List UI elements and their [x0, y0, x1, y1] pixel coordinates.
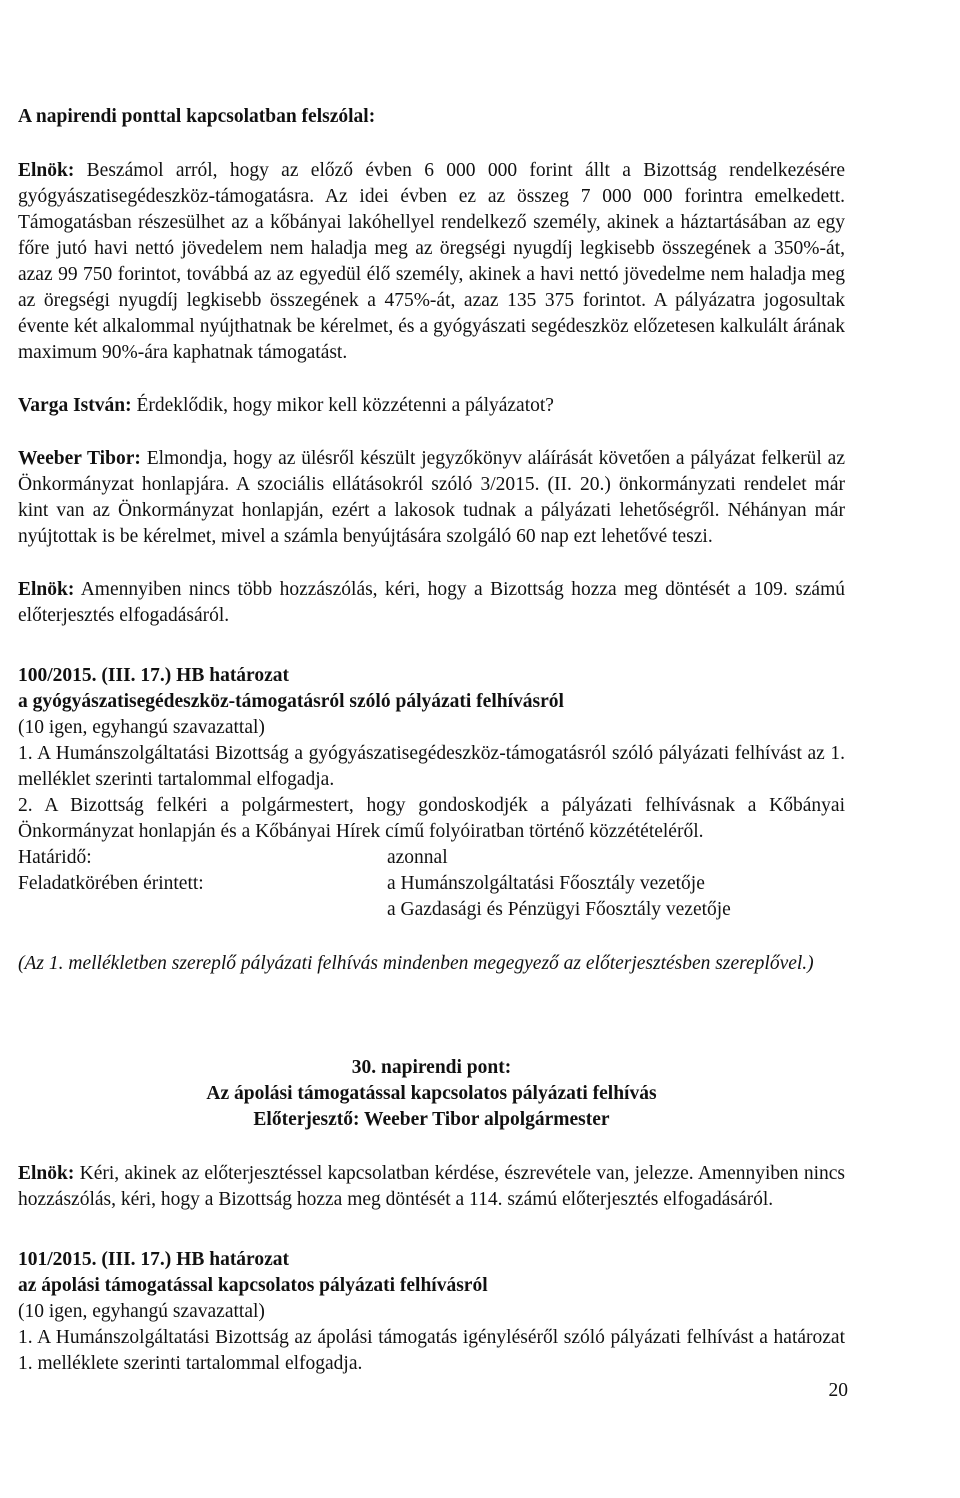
paragraph-text: Érdeklődik, hogy mikor kell közzétenni a pályázatot? — [131, 395, 554, 416]
resolution-title: a gyógyászatisegédeszköz-támogatásról szóló pályázati felhívásról — [18, 691, 564, 712]
agenda-number: 30. napirendi pont: — [351, 1057, 512, 1078]
paragraph-elnok-3 — [18, 1161, 845, 1213]
speaker-label: Elnök: — [18, 1163, 75, 1184]
responsible-row — [18, 871, 845, 897]
paragraph-elnok-1 — [18, 158, 845, 366]
resolution-item-1: 1. A Humánszolgáltatási Bizottság a gyógyászatisegédeszköz-támogatásról szóló pályázati felhívást az 1. melléklet szerinti tartalommal elfogadja. — [18, 743, 845, 790]
speaker-label: Varga István: — [18, 395, 132, 416]
paragraph-text: Elmondja, hogy az ülésről készült jegyzőkönyv aláírását követően a pályázat felkerül az Önkormányzat honlapjára. A szociális ellátásokról szóló 3/2015. (II. 20.) önkormányzati rendelet már kint van az Önkormányzat honlapján, ezért a lakosok tudnak a pályázati lehetőségről. Néhányan már nyújtottak is be kérelmet, mivel a számla benyújtására szolgáló 60 nap ezt lehetővé teszi. — [18, 448, 845, 547]
resolution-101 — [18, 1247, 845, 1377]
responsible-value-1: a Humánszolgáltatási Főosztály vezetője — [387, 873, 705, 894]
responsible-value-2: a Gazdasági és Pénzügyi Főosztály vezetője — [387, 899, 731, 920]
annex-note: (Az 1. mellékletben szereplő pályázati felhívás mindenben megegyező az előterjesztésben szereplővel.) — [18, 953, 814, 974]
paragraph-text: Amennyiben nincs több hozzászólás, kéri, hogy a Bizottság hozza meg döntését a 109. számú előterjesztés elfogadásáról. — [18, 579, 845, 626]
agenda-title: Az ápolási támogatással kapcsolatos pályázati felhívás — [206, 1083, 657, 1104]
speaker-label: Elnök: — [18, 579, 75, 600]
resolution-item-1: 1. A Humánszolgáltatási Bizottság az ápolási támogatás igényléséről szóló pályázati felhívást a határozat 1. melléklete szerinti tartalommal elfogadja. — [18, 1327, 845, 1374]
resolution-item-2: 2. A Bizottság felkéri a polgármestert, hogy gondoskodjék a pályázati felhívásnak a Kőbányai Önkormányzat honlapján és a Kőbányai Hírek című folyóiratban történő közzétételéről. — [18, 795, 845, 842]
paragraph-weeber — [18, 446, 845, 550]
paragraph-text: Kéri, akinek az előterjesztéssel kapcsolatban kérdése, észrevétele van, jelezze. Amennyiben nincs hozzászólás, kéri, hogy a Bizottság hozza meg döntését a 114. számú előterjesztés elfogadásáról. — [18, 1163, 845, 1210]
section-heading: A napirendi ponttal kapcsolatban felszólal: — [18, 106, 376, 127]
paragraph-text: Beszámol arról, hogy az előző évben 6 000 000 forint állt a Bizottság rendelkezésére gyógyászatisegédeszköz-támogatásra. Az idei évben ez az összeg 7 000 000 forintra emelkedett. Támogatásban részesülhet az a kőbányai lakóhellyel rendelkező személy, akinek a háztartásában az egy főre jutó havi nettó jövedelem nem haladja meg az öregségi nyugdíj legkisebb összegének a 350%-át, azaz 99 750 forintot, továbbá az az egyedül élő személy, akinek a havi nettó jövedelme nem haladja meg az öregségi nyugdíj legkisebb összegének a 475%-át, azaz 135 375 forintot. A pályázatra jogosultak évente két alkalommal nyújthatnak be kérelmet, és a gyógyászati segédeszköz előzetesen kalkulált árának maximum 90%-ára kaphatnak támogatást. — [18, 160, 845, 363]
deadline-row — [18, 845, 845, 871]
speaker-label: Elnök: — [18, 160, 75, 181]
deadline-value: azonnal — [387, 847, 448, 868]
resolution-vote: (10 igen, egyhangú szavazattal) — [18, 717, 265, 738]
agenda-presenter: Előterjesztő: Weeber Tibor alpolgármester — [253, 1109, 610, 1130]
paragraph-varga — [18, 393, 845, 419]
resolution-vote: (10 igen, egyhangú szavazattal) — [18, 1301, 265, 1322]
deadline-label: Határidő: — [18, 847, 92, 868]
responsible-label: Feladatkörében érintett: — [18, 873, 204, 894]
resolution-number: 101/2015. (III. 17.) HB határozat — [18, 1249, 290, 1270]
resolution-title: az ápolási támogatással kapcsolatos pályázati felhívásról — [18, 1275, 488, 1296]
agenda-item-30 — [18, 1055, 845, 1133]
page-number: 20 — [828, 1380, 848, 1401]
resolution-100 — [18, 663, 845, 923]
speaker-label: Weeber Tibor: — [18, 448, 141, 469]
document-body — [18, 104, 845, 1377]
paragraph-elnok-2 — [18, 577, 845, 629]
responsible-row-2 — [18, 897, 845, 923]
resolution-number: 100/2015. (III. 17.) HB határozat — [18, 665, 290, 686]
